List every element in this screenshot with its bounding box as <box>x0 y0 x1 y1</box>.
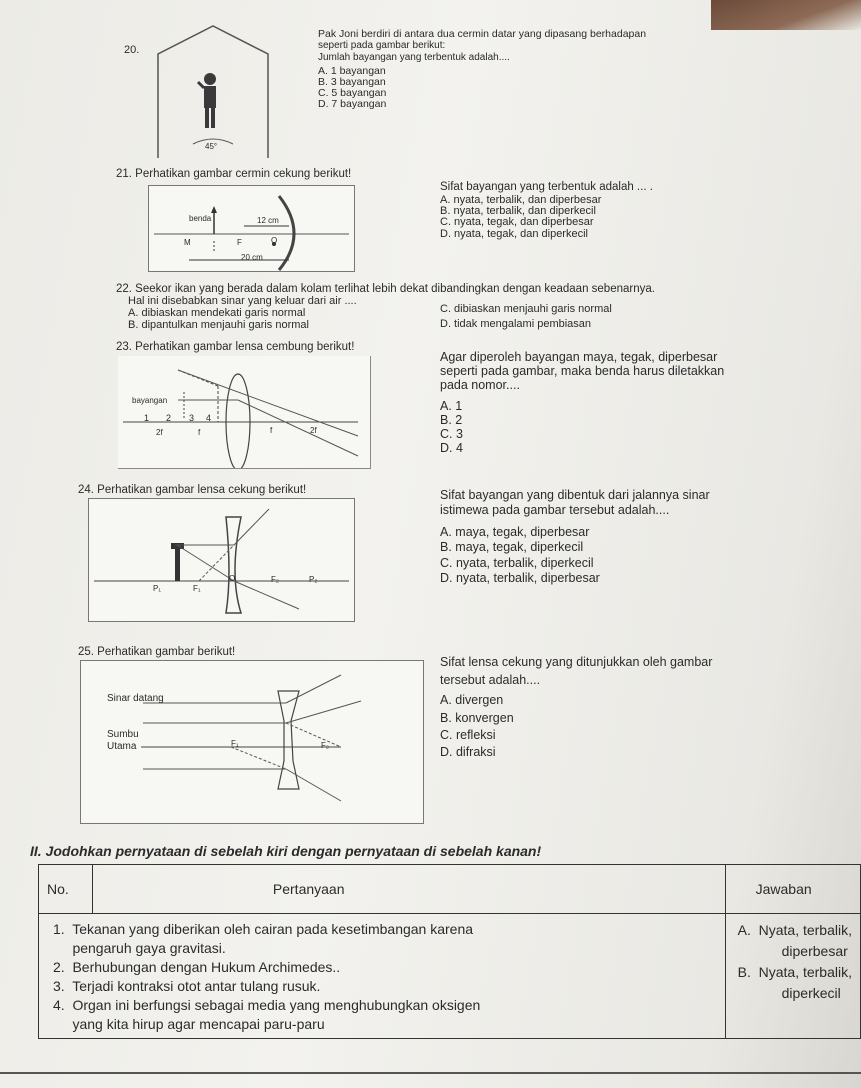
q21-option-c: C. nyata, tegak, dan diperbesar <box>440 216 594 228</box>
q24-option-d: D. nyata, terbalik, diperbesar <box>440 571 600 585</box>
q25-option-a: A. divergen <box>440 693 504 707</box>
answer-a-line2: diperbesar <box>781 943 848 959</box>
header-pertanyaan: Pertanyaan <box>92 865 725 914</box>
q20-option-d: D. 7 bayangan <box>318 98 387 110</box>
q23-num-1: 1 <box>144 413 150 423</box>
q23-question-1: Agar diperoleh bayangan maya, tegak, diperbesar <box>440 350 718 364</box>
q24-o-label: O <box>229 574 236 583</box>
answers-cell <box>725 914 860 1039</box>
q21-option-a: A. nyata, terbalik, dan diperbesar <box>440 194 602 206</box>
q25-utama-label: Utama <box>107 741 137 752</box>
q23-f-left: f <box>198 428 201 437</box>
question-1-line1: 1. Tekanan yang diberikan oleh cairan pada kesetimbangan karena <box>53 921 474 937</box>
q25-f2-label: F₂ <box>321 741 329 750</box>
q20-option-a: A. 1 bayangan <box>318 65 386 77</box>
q23-question-3: pada nomor.... <box>440 378 520 392</box>
answer-a-line1: A. Nyata, terbalik, <box>737 922 852 938</box>
table-header-row <box>39 865 861 914</box>
q23-bayangan-label: bayangan <box>132 396 168 405</box>
q25-option-b: B. konvergen <box>440 711 514 725</box>
q21-question: Sifat bayangan yang terbentuk adalah ... . <box>440 181 653 193</box>
q21-f-label: F <box>237 238 242 247</box>
q21-option-d: D. nyata, tegak, dan diperkecil <box>440 228 588 240</box>
q24-option-b: B. maya, tegak, diperkecil <box>440 540 584 554</box>
q22-option-a: A. dibiaskan mendekati garis normal <box>128 307 306 319</box>
q24-option-c: C. nyata, terbalik, diperkecil <box>440 556 594 570</box>
bottom-divider <box>0 1072 861 1074</box>
q23-num-2: 2 <box>166 413 172 423</box>
q25-question-1: Sifat lensa cekung yang ditunjukkan oleh gambar <box>440 655 713 669</box>
matching-table <box>38 864 861 1039</box>
header-no: No. <box>39 865 93 914</box>
q24-f2-label: F₂ <box>271 575 279 584</box>
q23-2f-right: 2f <box>310 426 317 435</box>
q23-figure <box>118 356 371 469</box>
section-2-heading: II. Jodohkan pernyataan di sebelah kiri dengan pernyataan di sebelah kanan! <box>30 843 542 859</box>
header-jawaban: Jawaban <box>725 865 860 914</box>
q21-benda-label: benda <box>189 214 212 223</box>
q22-line1: 22. Seekor ikan yang berada dalam kolam terlihat lebih dekat dibandingkan dengan keadaan sebenarnya. <box>116 283 655 295</box>
question-4-line2: yang kita hirup agar mencapai paru-paru <box>53 1016 325 1032</box>
questions-cell <box>39 914 726 1039</box>
q21-o-label: O <box>271 236 278 245</box>
q25-title: 25. Perhatikan gambar berikut! <box>78 646 236 658</box>
q20-option-c: C. 5 bayangan <box>318 87 387 99</box>
q20-figure <box>148 24 308 158</box>
q23-2f-left: 2f <box>156 428 163 437</box>
q25-sinar-label: Sinar datang <box>107 693 164 704</box>
background-corner <box>711 0 861 30</box>
answer-b-line2: diperkecil <box>781 985 841 1001</box>
question-2: 2. Berhubungan dengan Hukum Archimedes.. <box>53 959 341 975</box>
answer-b-line1: B. Nyata, terbalik, <box>737 964 852 980</box>
q20-option-b: B. 3 bayangan <box>318 76 386 88</box>
q22-option-b: B. dipantulkan menjauhi garis normal <box>128 319 309 331</box>
q24-p1-label: P₁ <box>153 584 162 593</box>
q23-question-2: seperti pada gambar, maka benda harus diletakkan <box>440 364 725 378</box>
q25-sumbu-label: Sumbu <box>107 729 139 740</box>
q25-figure <box>80 660 424 824</box>
q21-option-b: B. nyata, terbalik, dan diperkecil <box>440 205 596 217</box>
question-1-line2: pengaruh gaya gravitasi. <box>53 940 226 956</box>
question-4-line1: 4. Organ ini berfungsi sebagai media yang menghubungkan oksigen <box>53 997 481 1013</box>
q23-f-right: f <box>270 426 273 435</box>
q22-line2: Hal ini disebabkan sinar yang keluar dari air .... <box>128 295 357 307</box>
table-body-row <box>39 914 861 1039</box>
q21-m-label: M <box>184 238 191 247</box>
question-3: 3. Terjadi kontraksi otot antar tulang rusuk. <box>53 978 321 994</box>
q23-num-3: 3 <box>189 413 195 423</box>
q21-title: 21. Perhatikan gambar cermin cekung berikut! <box>116 168 352 180</box>
q25-option-d: D. difraksi <box>440 745 496 759</box>
q22-option-c: C. dibiaskan menjauhi garis normal <box>440 303 612 315</box>
angle-label: 45° <box>205 142 218 151</box>
q20-number: 20. <box>124 44 140 56</box>
q25-f1-label: F₁ <box>231 739 239 748</box>
q24-question-2: istimewa pada gambar tersebut adalah.... <box>440 503 670 517</box>
q21-figure <box>148 185 355 272</box>
q20-text1: Pak Joni berdiri di antara dua cermin datar yang dipasang berhadapan <box>318 28 647 40</box>
q24-figure <box>88 498 355 622</box>
q21-12cm-label: 12 cm <box>257 216 279 225</box>
q24-p2-label: P₂ <box>309 575 318 584</box>
q20-text2: seperti pada gambar berikut: <box>318 40 446 51</box>
q23-option-a: A. 1 <box>440 399 463 413</box>
q23-title: 23. Perhatikan gambar lensa cembung berikut! <box>116 341 355 353</box>
q23-option-c: C. 3 <box>440 427 463 441</box>
q24-title: 24. Perhatikan gambar lensa cekung berikut! <box>78 484 307 496</box>
q23-num-4: 4 <box>206 413 212 423</box>
q24-question-1: Sifat bayangan yang dibentuk dari jalannya sinar <box>440 488 710 502</box>
q20-text3: Jumlah bayangan yang terbentuk adalah.... <box>318 52 510 63</box>
q22-option-d: D. tidak mengalami pembiasan <box>440 318 592 330</box>
q23-option-b: B. 2 <box>440 413 463 427</box>
q24-f1-label: F₁ <box>193 584 201 593</box>
q24-option-a: A. maya, tegak, diperbesar <box>440 525 590 539</box>
q25-question-2: tersebut adalah.... <box>440 673 541 687</box>
q25-option-c: C. refleksi <box>440 728 496 742</box>
q21-20cm-label: 20 cm <box>241 253 263 262</box>
q23-option-d: D. 4 <box>440 441 463 455</box>
